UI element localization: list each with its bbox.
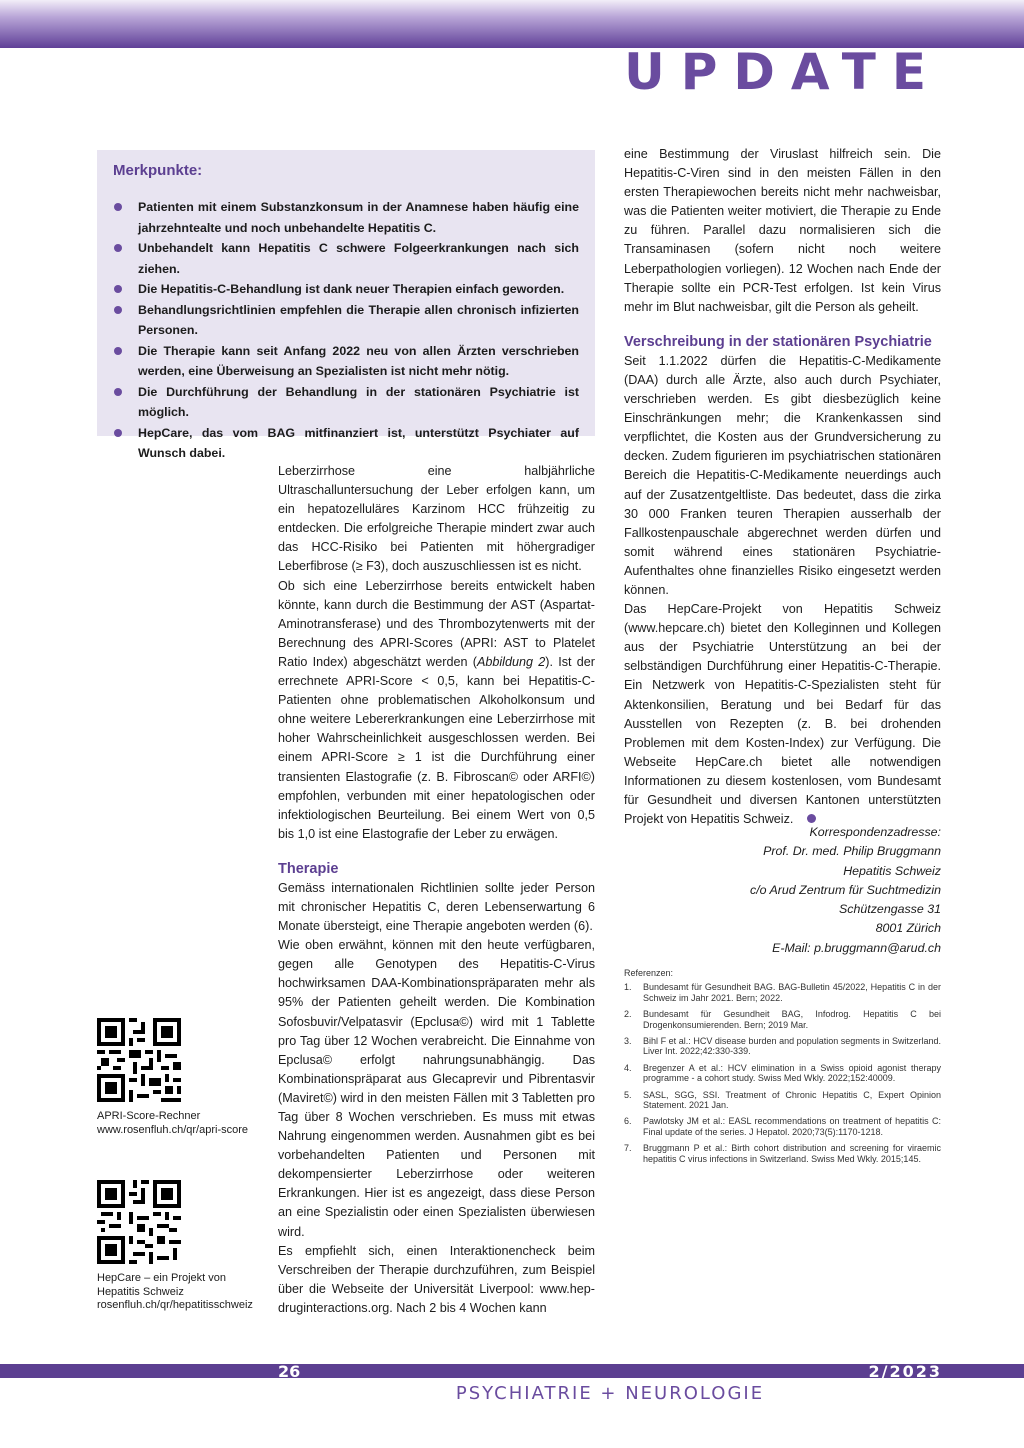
body-paragraph: Wie oben erwähnt, können mit den heute verfügbaren, gegen alle Genotypen des Hepatitis-C-Virus hochwirksamen DAA-Kombinationspräparaten mehr als 95% der Patienten geheilt werden. Die Kombination Sofosbuvir/Velpatasvir (Epclusa©) wird mit 1 Tablette pro Tag über 12 Wochen verabreicht. Die Einnahme von Epclusa© erfolgt nahrungsunabhängig. Das Kombinationspräparat aus Glecaprevir und Pibrentasvir (Maviret©) wird in den meisten Fällen mit 3 Tabletten pro Tag über 8 Wochen verschrieben. Es muss mit etwas Nahrung eingenommen werden. Ausnahmen gibt es bei vorbehandelten Patienten und Personen mit dekompensierter Leberzirrhose oder weiteren Erkrankungen. Hier ist es angezeigt, dass diese Person an eine Spezialistin oder einen Spezialisten überwiesen wird.	[278, 938, 595, 1239]
header-bar	[0, 0, 1024, 48]
correspondence-address: Korrespondenzadresse: Prof. Dr. med. Philip Bruggmann Hepatitis Schweiz c/o Arud Zentrum für Suchtmedizin Schützengasse 31 8001 Zürich E-Mail: p.bruggmann@arud.ch	[750, 825, 941, 955]
body-paragraph: eine Bestimmung der Viruslast hilfreich sein. Die Hepatitis-C-Viren sind in den meisten Fällen in den ersten Therapiewochen bereits nicht mehr nachweisbar, was die Patienten weiter motiviert, die Therapie zu Ende zu führen. Parallel dazu normalisieren sich die Transaminasen (sofern nicht noch weitere Leberpathologien vorliegen). 12 Wochen nach Ende der Therapie sollte ein PCR-Test erfolgen. Ist kein Virus mehr im Blut nachweisbar, gilt die Person als geheilt.	[624, 147, 941, 314]
bullet-icon	[114, 306, 122, 314]
issue-number: 2/2023	[868, 1362, 942, 1381]
key-points-list	[113, 197, 579, 464]
body-paragraph: Ob sich eine Leberzirrhose bereits entwickelt haben könnte, kann durch die Bestimmung der AST (Aspartat-Aminotransferase) und des Thrombozytenwerts mit der Berechnung des APRI-Scores (APRI: AST to Platelet Ratio Index) abgeschätzt werden (Abbildung 2). Ist der errechnete APRI-Score < 0,5, kann bei Hepatitis-C-Patienten ohne problematischen Alkoholkonsum und ohne weitere Lebererkrankungen eine Leberzirrhose mit hoher Wahrscheinlichkeit ausgeschlossen werden. Bei einem APRI-Score ≥ 1 ist die Durchführung einer transienten Elastografie (z. B. Fibroscan© oder ARFI©) empfohlen, verbunden mit einer hepatologischen oder infektiologischen Beurteilung. Bei einem Wert von 0,5 bis 1,0 ist eine Elastografie der Leber zu erwägen.	[278, 578, 595, 841]
qr-link-hepcare[interactable]: rosenfluh.ch/qr/hepatitisschweiz	[97, 1299, 253, 1311]
reference-item: 4. Bregenzer A et al.: HCV elimination in a Swiss opioid agonist therapy programme - a cohort study. Swiss Med Wkly. 2022;152:40009.	[624, 1062, 941, 1084]
body-paragraph: Leberzirrhose eine halbjährliche Ultraschalluntersuchung der Leber erfolgen kann, um ein hepatozelluläres Karzinom HCC frühzeitig zu entdecken. Die erfolgreiche Therapie mindert zwar auch das HCC-Risiko bei Patienten mit höhergradiger Leberfibrose (≥ F3), doch auszuschliessen ist es nicht.	[278, 464, 595, 574]
qr-code-icon[interactable]	[97, 1180, 181, 1264]
body-paragraph: Seit 1.1.2022 dürfen die Hepatitis-C-Medikamente (DAA) durch alle Ärzte, also auch durch Psychiater, verschrieben werden. Es gibt diesbezüglich keine Einschränkungen mehr; die Krankenkassen sind verpflichtet, die Kosten aus der Grundversicherung zu decken. Zudem figurieren im psychiatrischen stationären Bereich die Hepatitis-C-Medikamente neuerdings auch auf der Zusatzentgeltliste. Das bedeutet, dass die zirka 30 000 Franken teuren Therapien ausserhalb der Fallkostenpauschale abgerechnet werden dürfen und somit während eines stationären Psychiatrie-Aufenthaltes ohne finanzielles Risiko eingesetzt werden können.	[624, 353, 941, 597]
bullet-icon	[114, 244, 122, 252]
key-point-item: Patienten mit einem Substanzkonsum in der Anamnese haben häufig eine jahrzehntealte und noch unbehandelte Hepatitis C.	[113, 197, 579, 238]
key-points-box	[97, 150, 595, 460]
references-title: Referenzen:	[624, 968, 674, 978]
bullet-icon	[114, 203, 122, 211]
section-title: UPDATE	[624, 43, 942, 101]
reference-item: 7. Bruggmann P et al.: Birth cohort distribution and screening for viraemic hepatitis C virus infections in Switzerland. Swiss Med Wkly. 2015;145.	[624, 1143, 941, 1164]
right-column	[624, 145, 941, 829]
key-point-item: Die Durchführung der Behandlung in der stationären Psychiatrie ist möglich.	[113, 382, 579, 423]
key-point-item: Unbehandelt kann Hepatitis C schwere Folgeerkrankungen nach sich ziehen.	[113, 238, 579, 279]
key-point-item: Die Therapie kann seit Anfang 2022 neu von allen Ärzten verschrieben werden, eine Überweisung an Spezialisten ist nicht mehr nötig.	[113, 341, 579, 382]
qr-caption-hepcare: HepCare – ein Projekt von Hepatitis Schweiz rosenfluh.ch/qr/hepatitisschweiz	[97, 1272, 272, 1313]
end-mark-icon	[807, 814, 816, 823]
key-point-item: Die Hepatitis-C-Behandlung ist dank neuer Therapien einfach geworden.	[113, 279, 579, 300]
reference-item: 3. Bihl F et al.: HCV disease burden and population segments in Switzerland. Liver Int. 2022;42:330-339.	[624, 1036, 941, 1057]
reference-item: 2. Bundesamt für Gesundheit BAG, Infodrog. Hepatitis C bei Drogenkonsumierenden. Bern; 2019 Mar.	[624, 1009, 941, 1030]
bullet-icon	[114, 285, 122, 293]
references	[624, 968, 941, 1170]
key-point-item: Behandlungsrichtlinien empfehlen die Therapie allen chronisch infizierten Personen.	[113, 300, 579, 341]
qr-code-icon[interactable]	[97, 1018, 181, 1102]
key-point-item: HepCare, das vom BAG mitfinanziert ist, unterstützt Psychiater auf Wunsch dabei.	[113, 423, 579, 464]
bullet-icon	[114, 429, 122, 437]
qr-caption-apri: APRI-Score-Rechner www.rosenfluh.ch/qr/apri-score	[97, 1110, 272, 1137]
journal-name: PSYCHIATRIE + NEUROLOGIE	[455, 1383, 765, 1404]
middle-column	[278, 462, 595, 1318]
page-number: 26	[278, 1362, 301, 1381]
section-heading-verschreibung: Verschreibung in der stationären Psychiatrie	[624, 333, 932, 350]
bullet-icon	[114, 388, 122, 396]
body-paragraph: Gemäss internationalen Richtlinien sollte jeder Person mit chronischer Hepatitis C, deren Lebenserwartung 6 Monate übersteigt, eine Therapie angeboten werden (6).	[278, 880, 595, 934]
reference-item: 1. Bundesamt für Gesundheit BAG. BAG-Bulletin 45/2022, Hepatitis C in der Schweiz im Jahr 2021. Bern; 2022.	[624, 982, 941, 1003]
section-heading-therapie: Therapie	[278, 860, 339, 877]
reference-item: 5. SASL, SGG, SSI. Treatment of Chronic Hepatitis C, Expert Opinion Statement. 2021 Jan.	[624, 1089, 941, 1111]
body-paragraph: Es empfiehlt sich, einen Interaktionencheck beim Verschreiben der Therapie durchzuführen, zum Beispiel über die Webseite der Universität Liverpool: www.hep-druginteractions.org. Nach 2 bis 4 Wochen kann	[278, 1243, 595, 1315]
bullet-icon	[114, 347, 122, 355]
reference-item: 6. Pawlotsky JM et al.: EASL recommendations on treatment of hepatitis C: Final update of the series. J Hepatol. 2020;73(5):1170-1218.	[624, 1116, 941, 1137]
key-points-title: Merkpunkte:	[113, 162, 203, 179]
body-paragraph: Das HepCare-Projekt von Hepatitis Schweiz (www.hepcare.ch) bietet den Kolleginnen und Kollegen aus der Psychiatrie Unterstützung an bei der selbständigen Durchführung einer Hepatitis-C-Therapie. Ein Netzwerk von Hepatitis-C-Spezialisten steht für Aktenkonsilien, Beratung und bei Bedarf für das Ausstellen von Rezepten (z. B. bei drohenden Problemen mit dem Kosten-Index) zur Verfügung. Die Webseite HepCare.ch bietet alle notwendigen Informationen zu diesem kostenlosen, vom Bundesamt für Gesundheit und diversen Kantonen unterstützten Projekt von Hepatitis Schweiz.	[624, 602, 941, 827]
figure-reference: Abbildung 2	[476, 654, 546, 669]
qr-link-apri[interactable]: www.rosenfluh.ch/qr/apri-score	[97, 1123, 249, 1136]
